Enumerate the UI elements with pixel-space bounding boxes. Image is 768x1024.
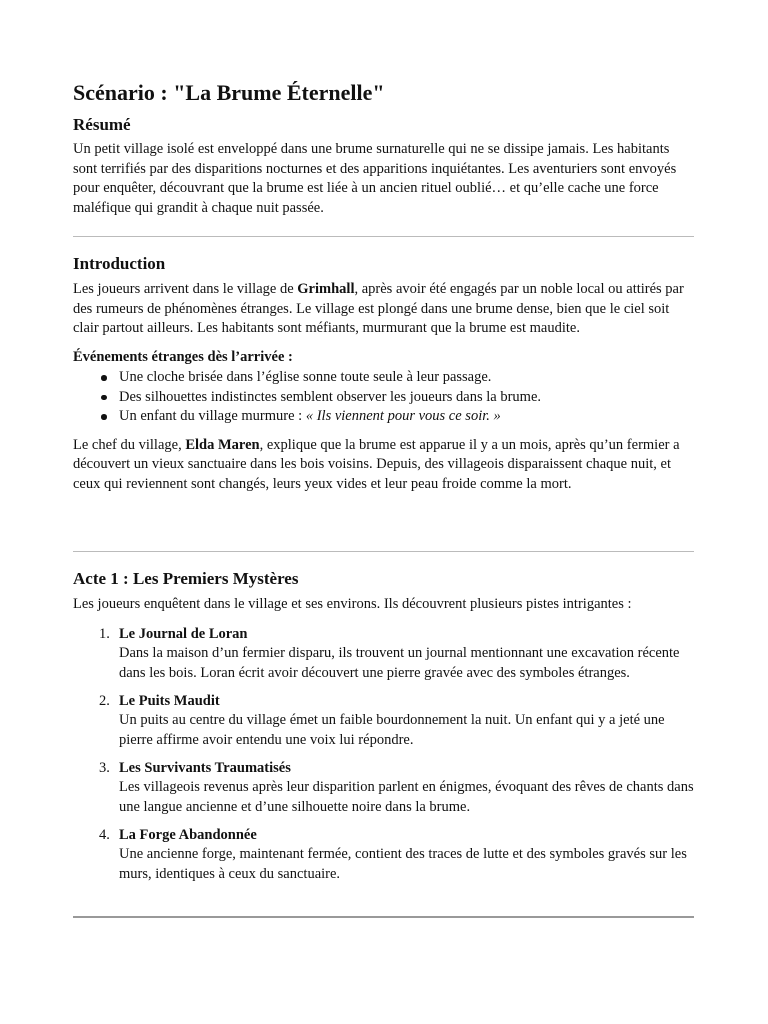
divider bbox=[73, 916, 694, 918]
section-introduction bbox=[73, 254, 694, 494]
chief-name: Elda Maren bbox=[185, 436, 260, 453]
divider bbox=[73, 236, 694, 237]
clue-title: Les Survivants Traumatisés bbox=[119, 759, 291, 776]
events-label: Événements étranges dès l’arrivée : bbox=[73, 348, 293, 365]
clue-title: La Forge Abandonnée bbox=[119, 826, 257, 843]
clue-text: Un puits au centre du village émet un faible bourdonnement la nuit. Un enfant qui y a jeté une pierre affirme avoir entendu une voix lui répondre. bbox=[119, 712, 665, 748]
resume-paragraph: Un petit village isolé est enveloppé dans une brume surnaturelle qui ne se dissipe jamais. Les habitants sont terrifiés par des disparitions nocturnes et des apparitions inquiétantes. Les aventuriers sont envoyés pour enquêter, découvrant que la brume est liée à un ancien rituel oublié… et qu’elle cache une force maléfique qui grandit à chaque nuit passée. bbox=[73, 141, 677, 216]
clue-text: Dans la maison d’un fermier disparu, ils trouvent un journal mentionnant une excavation récente dans les bois. Loran écrit avoir découvert une pierre gravée avec des symboles étranges. bbox=[119, 645, 680, 681]
list-item: Des silhouettes indistinctes semblent observer les joueurs dans la brume. bbox=[73, 388, 694, 408]
clue-title: Le Journal de Loran bbox=[119, 625, 248, 642]
list-item: 4. La Forge Abandonnée Une ancienne forge, maintenant fermée, contient des traces de lutte et des symboles gravés sur les murs, identiques à ceux du sanctuaire. bbox=[99, 826, 687, 882]
list-item: Une cloche brisée dans l’église sonne toute seule à leur passage. bbox=[73, 368, 694, 388]
resume-heading: Résumé bbox=[73, 115, 131, 134]
section-resume bbox=[73, 115, 694, 218]
acte-1-intro: Les joueurs enquêtent dans le village et ses environs. Ils découvrent plusieurs pistes intrigantes : bbox=[73, 596, 632, 612]
acte-1-heading: Acte 1 : Les Premiers Mystères bbox=[73, 569, 299, 588]
clue-text: Les villageois revenus après leur disparition parlent en énigmes, évoquant des rêves de chants dans une langue ancienne et d’une silhouette noire dans la brume. bbox=[119, 779, 694, 815]
clue-text: Une ancienne forge, maintenant fermée, contient des traces de lutte et des symboles gravés sur les murs, identiques à ceux du sanctuaire. bbox=[119, 846, 687, 882]
clue-title: Le Puits Maudit bbox=[119, 692, 220, 709]
section-acte-1 bbox=[73, 569, 694, 893]
introduction-heading: Introduction bbox=[73, 254, 166, 273]
list-item: 3. Les Survivants Traumatisés Les villageois revenus après leur disparition parlent en énigmes, évoquant des rêves de chants dans une langue ancienne et d’une silhouette noire dans la brume. bbox=[99, 759, 694, 815]
child-quote: « Ils viennent pour vous ce soir. » bbox=[305, 408, 501, 424]
list-item: 1. Le Journal de Loran Dans la maison d’un fermier disparu, ils trouvent un journal mentionnant une excavation récente dans les bois. Loran écrit avoir découvert une pierre gravée avec des symboles étranges. bbox=[99, 625, 680, 681]
events-list bbox=[73, 368, 694, 427]
divider bbox=[73, 551, 694, 552]
clues-list bbox=[73, 625, 694, 885]
list-item: 2. Le Puits Maudit Un puits au centre du village émet un faible bourdonnement la nuit. Un enfant qui y a jeté une pierre affirme avoir entendu une voix lui répondre. bbox=[99, 692, 665, 748]
list-item: Un enfant du village murmure : « Ils viennent pour vous ce soir. » bbox=[73, 407, 694, 427]
introduction-paragraph-1: Les joueurs arrivent dans le village de Grimhall, après avoir été engagés par un noble local ou attirés par des rumeurs de phénomènes étranges. Le village est plongé dans une brume dense, bien que le ciel soit clair partout ailleurs. Les habitants sont méfiants, murmurant que la brume est maudite. bbox=[73, 281, 684, 336]
introduction-paragraph-2: Le chef du village, Elda Maren, explique que la brume est apparue il y a un mois, après qu’un fermier a découvert un vieux sanctuaire dans les bois voisins. Depuis, des villageois disparaissent chaque nuit, et ceux qui reviennent sont changés, leurs yeux vides et leur peau froide comme la mort. bbox=[73, 436, 680, 492]
document-title: Scénario : "La Brume Éternelle" bbox=[73, 80, 385, 105]
village-name: Grimhall bbox=[297, 281, 355, 297]
